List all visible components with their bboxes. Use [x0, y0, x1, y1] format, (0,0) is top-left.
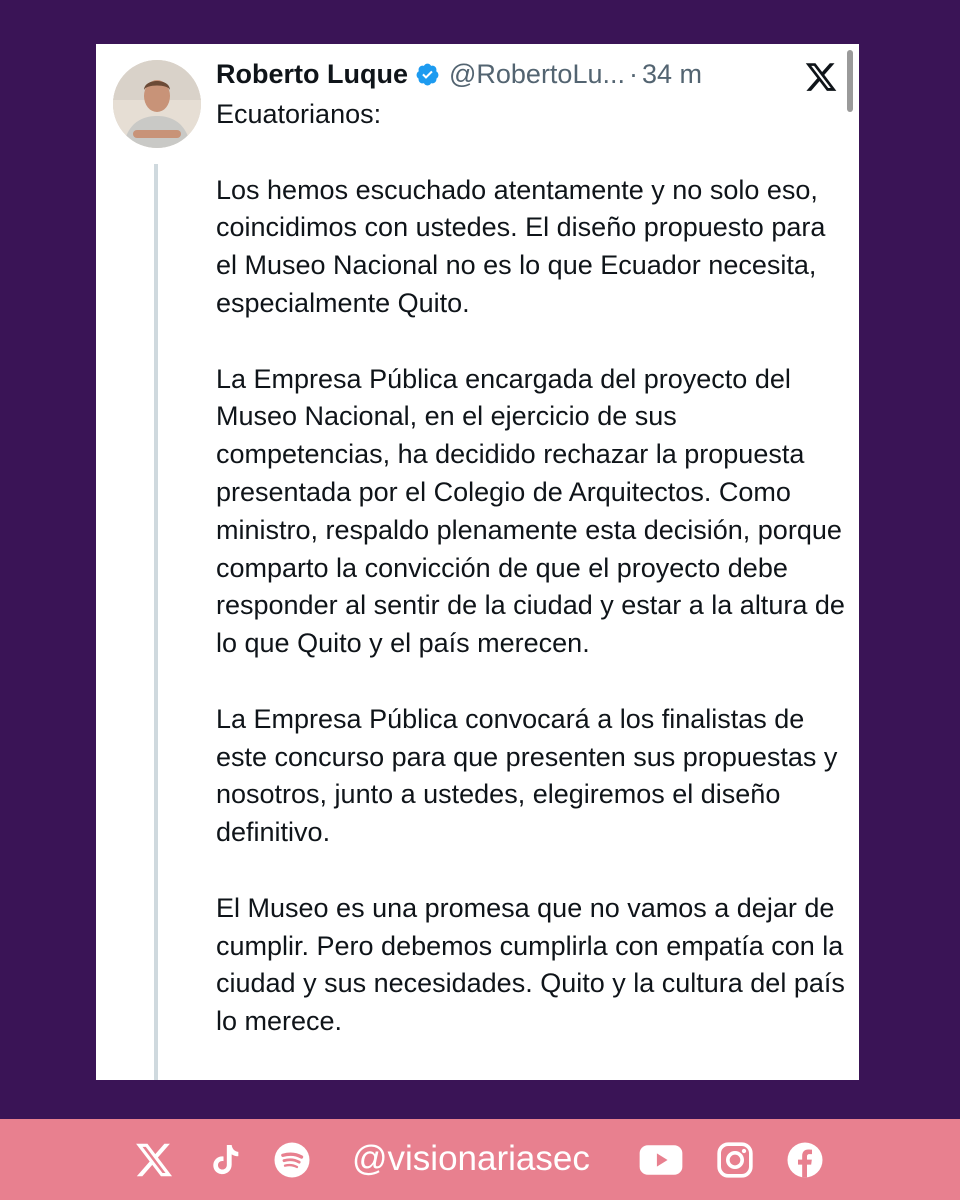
x-logo-icon	[804, 60, 838, 94]
tweet-paragraph: La Empresa Pública convocará a los finalistas de este concurso para que presenten sus propuestas y nosotros, junto a ustedes, elegiremos el diseño definitivo.	[216, 703, 838, 848]
verified-badge-icon	[415, 62, 440, 87]
avatar-photo	[113, 60, 201, 148]
author-name[interactable]: Roberto Luque	[216, 58, 408, 89]
instagram-icon[interactable]	[715, 1140, 755, 1180]
tweet-paragraph: Los hemos escuchado atentamente y no solo eso, coincidimos con ustedes. El diseño propuesto para el Museo Nacional no es lo que Ecuador necesita, especialmente Quito.	[216, 174, 826, 318]
tweet-paragraph: El Museo es una promesa que no vamos a dejar de cumplir. Pero debemos cumplirla con empatía con la ciudad y sus necesidades. Quito y la cultura del país lo merece.	[216, 892, 845, 1037]
spotify-icon[interactable]	[272, 1140, 312, 1180]
tweet-card	[96, 44, 859, 1080]
tweet-timestamp[interactable]: 34 m	[642, 58, 703, 89]
tweet-paragraph: La Empresa Pública encargada del proyecto del Museo Nacional, en el ejercicio de sus competencias, ha decidido rechazar la propuesta presentada por el Colegio de Arquitectos. Como ministro, respaldo plenamente esta decisión, porque comparto la convicción de que el proyecto debe responder al sentir de la ciudad y estar a la altura de lo que Quito y el país merecen.	[216, 363, 845, 659]
footer-handle[interactable]: @visionariasec	[352, 1139, 590, 1178]
x-icon[interactable]	[134, 1140, 174, 1180]
author-handle[interactable]: @RobertoLu...	[448, 58, 625, 89]
thread-line	[154, 164, 158, 1080]
social-footer	[0, 1119, 960, 1200]
author-avatar[interactable]	[113, 60, 201, 148]
meta-separator: ·	[629, 58, 638, 89]
tweet-header	[216, 56, 702, 92]
tweet-paragraph: Ecuatorianos:	[216, 99, 382, 129]
facebook-icon[interactable]	[785, 1140, 825, 1180]
tiktok-icon[interactable]	[204, 1140, 244, 1180]
tweet-body	[216, 96, 851, 1079]
youtube-icon[interactable]	[638, 1140, 684, 1180]
